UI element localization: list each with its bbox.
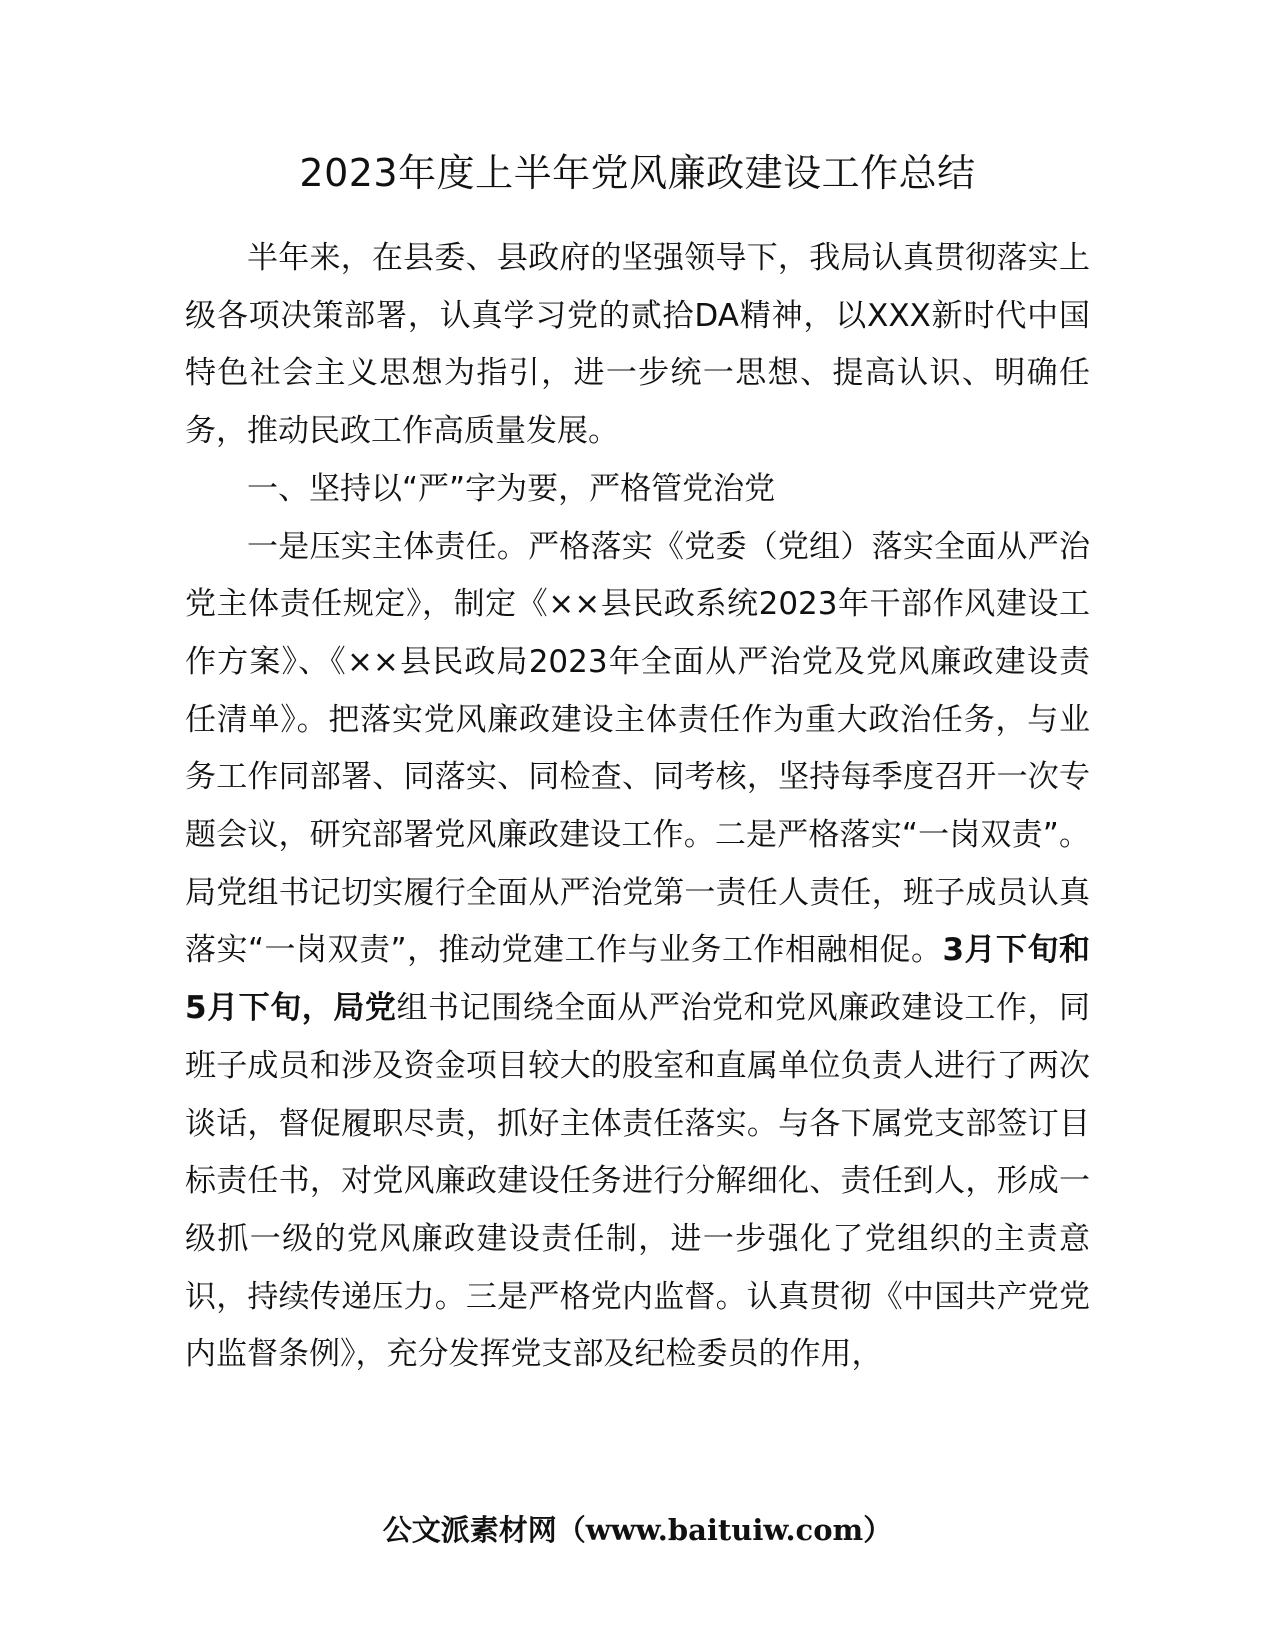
section-1-text-part1: 一是压实主体责任。严格落实《党委（党组）落实全面从严治党主体责任规定》，制定《××县民政系统2023年干部作风建设工作方案》、《××县民政局2023年全面从严治党及党风廉政建设责任清单》。把落实党风廉政建设主体责任作为重大政治任务，与业务工作同部署、同落实、同检查、同考核，坚持每季度召开一次专题会议，研究部署党风廉政建设工作。二是严格落实“一岗双责”。局党组书记切实履行全面从严治党第一责任人责任，班子成员认真落实“一岗双责”，推动党建工作与业务工作相融相促。 [185, 528, 1090, 969]
intro-paragraph: 半年来，在县委、县政府的坚强领导下，我局认真贯彻落实上级各项决策部署，认真学习党的贰拾DA精神，以XXX新时代中国特色社会主义思想为指引，进一步统一思想、提高认识、明确任务，推动民政工作高质量发展。 [185, 240, 1090, 450]
document-body [185, 230, 1090, 1384]
section-1-paragraph [185, 519, 1090, 1385]
section-1-text-part2: 组书记围绕全面从严治党和党风廉政建设工作，同班子成员和涉及资金项目较大的股室和直属单位负责人进行了两次谈话，督促履职尽责，抓好主体责任落实。与各下属党支部签订目标责任书，对党风廉政建设任务进行分解细化、责任到人，形成一级抓一级的党风廉政建设责任制，进一步强化了党组织的主责意识，持续传递压力。三是严格党内监督。认真贯彻《中国共产党党内监督条例》，充分发挥党支部及纪检委员的作用， [185, 990, 1091, 1373]
footer-watermark: 公文派素材网（www.baituiw.com） [382, 1513, 893, 1547]
document-title: 2023年度上半年党风廉政建设工作总结 [299, 151, 976, 195]
section-heading-1: 一、坚持以“严”字为要，严格管党治党 [247, 470, 776, 507]
section-1-date-emphasis: 3月下旬和5月下旬，局党 [185, 932, 1090, 1027]
